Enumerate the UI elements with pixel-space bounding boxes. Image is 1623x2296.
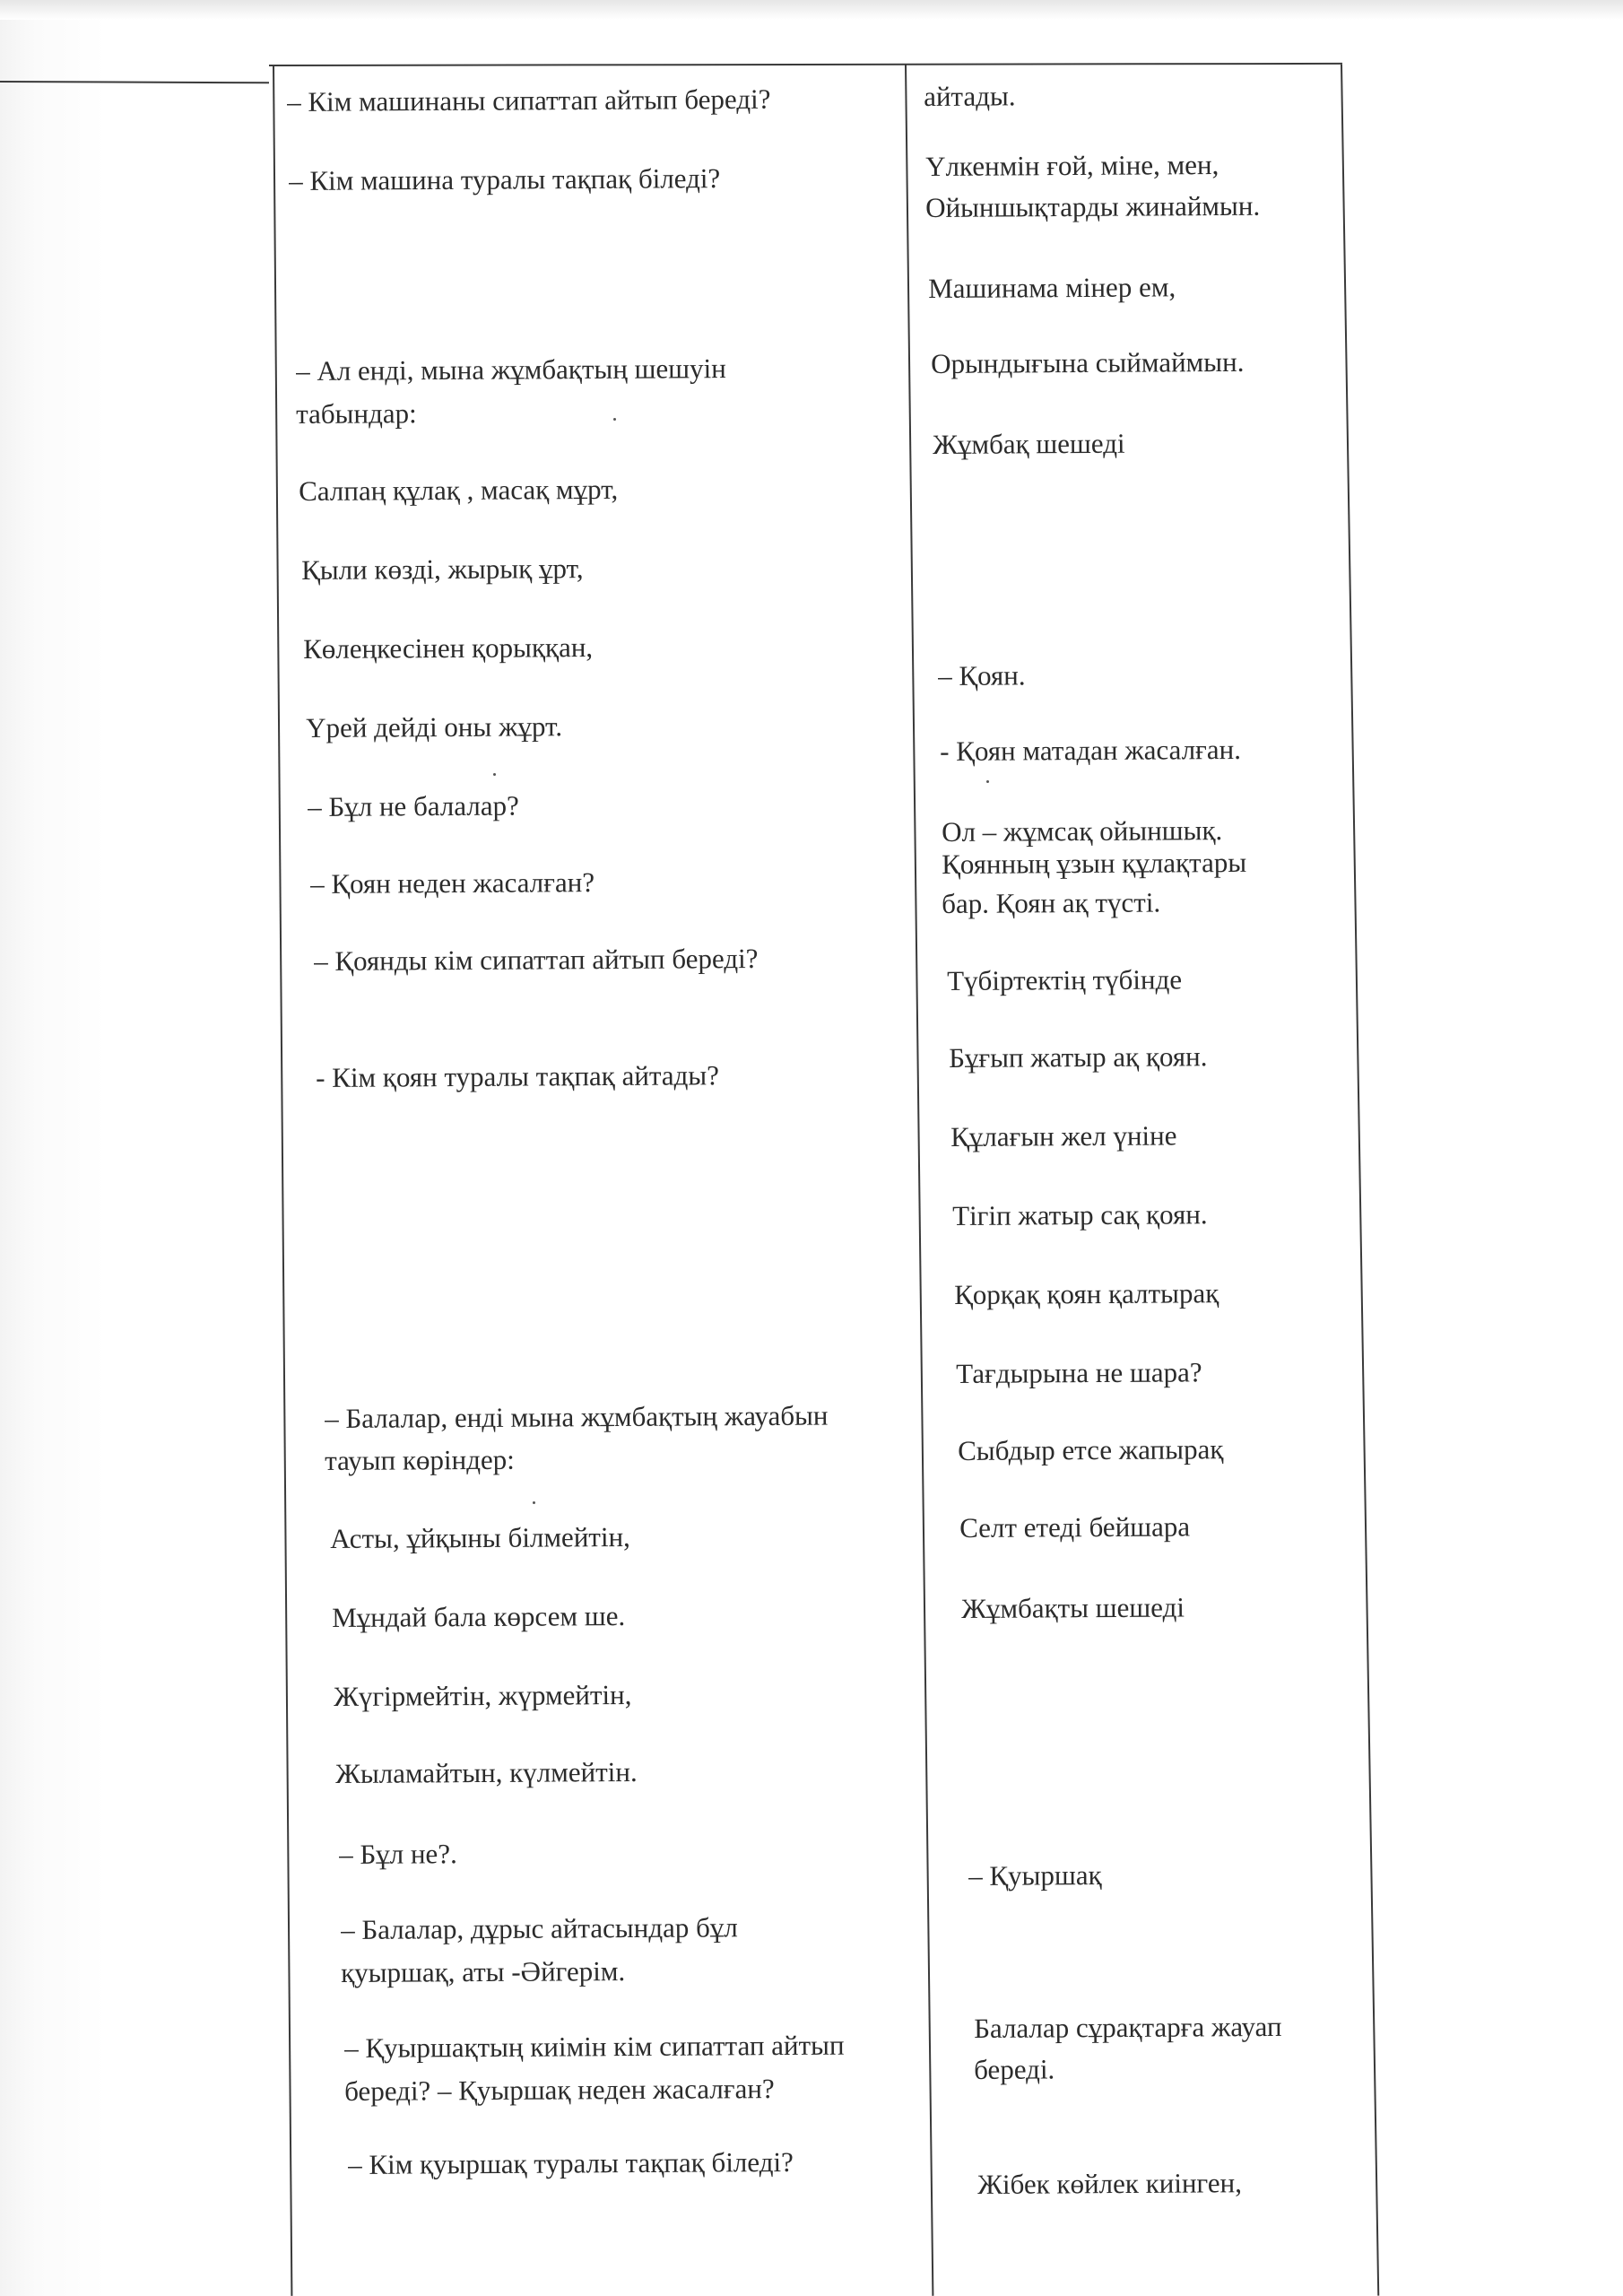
right-line-10: Қоянның ұзын құлақтары (942, 846, 1247, 880)
right-line-3: Ойыншықтарды жинаймын. (925, 189, 1261, 223)
left-line-22: – Қуыршақтың киімін кім сипаттап айтып (344, 2029, 845, 2064)
scan-top-edge (0, 0, 1623, 20)
right-line-7: – Қоян. (938, 659, 1026, 691)
right-line-4: Машинама мінер ем, (928, 271, 1176, 304)
left-line-14: тауып көріндер: (325, 1443, 515, 1476)
table-left-border (273, 65, 292, 2296)
right-line-19: Селт етеді бейшара (959, 1510, 1191, 1544)
table-top-rule-right (269, 63, 1342, 66)
right-line-17: Тағдырына не шара? (956, 1356, 1202, 1389)
right-line-8: - Қоян матадан жасалған. (940, 733, 1242, 767)
right-line-20: Жұмбақты шешеді (961, 1591, 1185, 1624)
left-line-1: – Кім машинаны сипаттап айтып береді? (287, 83, 771, 117)
left-line-17: Жүгірмейтін, жүрмейтін, (334, 1678, 632, 1712)
scan-speck (986, 780, 989, 783)
left-line-12: - Кім қоян туралы тақпақ айтады? (316, 1059, 720, 1093)
left-line-11: – Қоянды кім сипаттап айтып береді? (314, 942, 759, 977)
table-top-rule (0, 81, 269, 83)
right-line-12: Түбіртектің түбінде (947, 963, 1183, 996)
right-line-11: бар. Қоян ақ түсті. (942, 886, 1161, 919)
right-line-9: Ол – жұмсақ ойыншық. (942, 814, 1223, 848)
right-line-14: Құлағын жел үніне (950, 1119, 1177, 1152)
right-line-16: Қорқақ қоян қалтырақ (954, 1277, 1219, 1310)
column-divider (905, 65, 933, 2296)
left-line-4: табындар: (296, 397, 417, 430)
scan-speck (533, 1501, 535, 1504)
right-line-23: береді. (974, 2053, 1055, 2085)
right-line-2: Үлкенмін ғой, міне, мен, (925, 149, 1219, 182)
scan-speck (493, 773, 496, 776)
right-line-15: Тігіп жатыр сақ қоян. (952, 1198, 1208, 1231)
right-line-21: – Қуыршақ (968, 1859, 1102, 1892)
left-line-15: Асты, ұйқыны білмейтін, (330, 1520, 630, 1554)
left-line-23: береді? – Қуыршақ неден жасалған? (344, 2073, 775, 2107)
table-right-border (1341, 65, 1379, 2296)
right-line-18: Сыбдыр етсе жапырақ (958, 1433, 1224, 1466)
left-line-6: Қыли көзді, жырық ұрт, (301, 552, 584, 586)
left-line-19: – Бұл не?. (339, 1838, 457, 1870)
right-line-13: Бұғып жатыр ақ қоян. (949, 1040, 1208, 1074)
left-line-8: Үрей дейді оны жұрт. (306, 710, 563, 744)
right-line-1: айтады. (924, 80, 1016, 112)
left-line-21: қуыршақ, аты -Әйгерім. (341, 1955, 626, 1988)
right-line-6: Жұмбақ шешеді (933, 427, 1125, 460)
left-line-10: – Қоян неден жасалған? (310, 866, 595, 900)
left-line-2: – Кім машина туралы тақпақ біледі? (289, 162, 721, 196)
left-line-3: – Ал енді, мына жұмбақтың шешуін (296, 352, 726, 387)
left-line-7: Көлеңкесінен қорыққан, (303, 631, 594, 665)
right-line-5: Орындығына сыймаймын. (931, 345, 1245, 379)
left-line-24: – Кім қуыршақ туралы тақпақ біледі? (348, 2145, 794, 2180)
right-line-22: Балалар сұрақтарға жауап (974, 2010, 1282, 2044)
left-line-5: Салпаң құлақ , масақ мұрт, (299, 473, 619, 507)
left-line-18: Жыламайтын, күлмейтін. (335, 1755, 638, 1789)
scan-speck (613, 418, 616, 421)
left-line-16: Мұндай бала көрсем ше. (332, 1600, 626, 1633)
left-line-9: – Бұл не балалар? (308, 789, 519, 822)
left-line-20: – Балалар, дұрыс айтасындар бұл (341, 1911, 738, 1945)
right-line-24: Жібек көйлек киінген, (977, 2167, 1243, 2200)
left-line-13: – Балалар, енді мына жұмбақтың жауабын (325, 1399, 829, 1434)
